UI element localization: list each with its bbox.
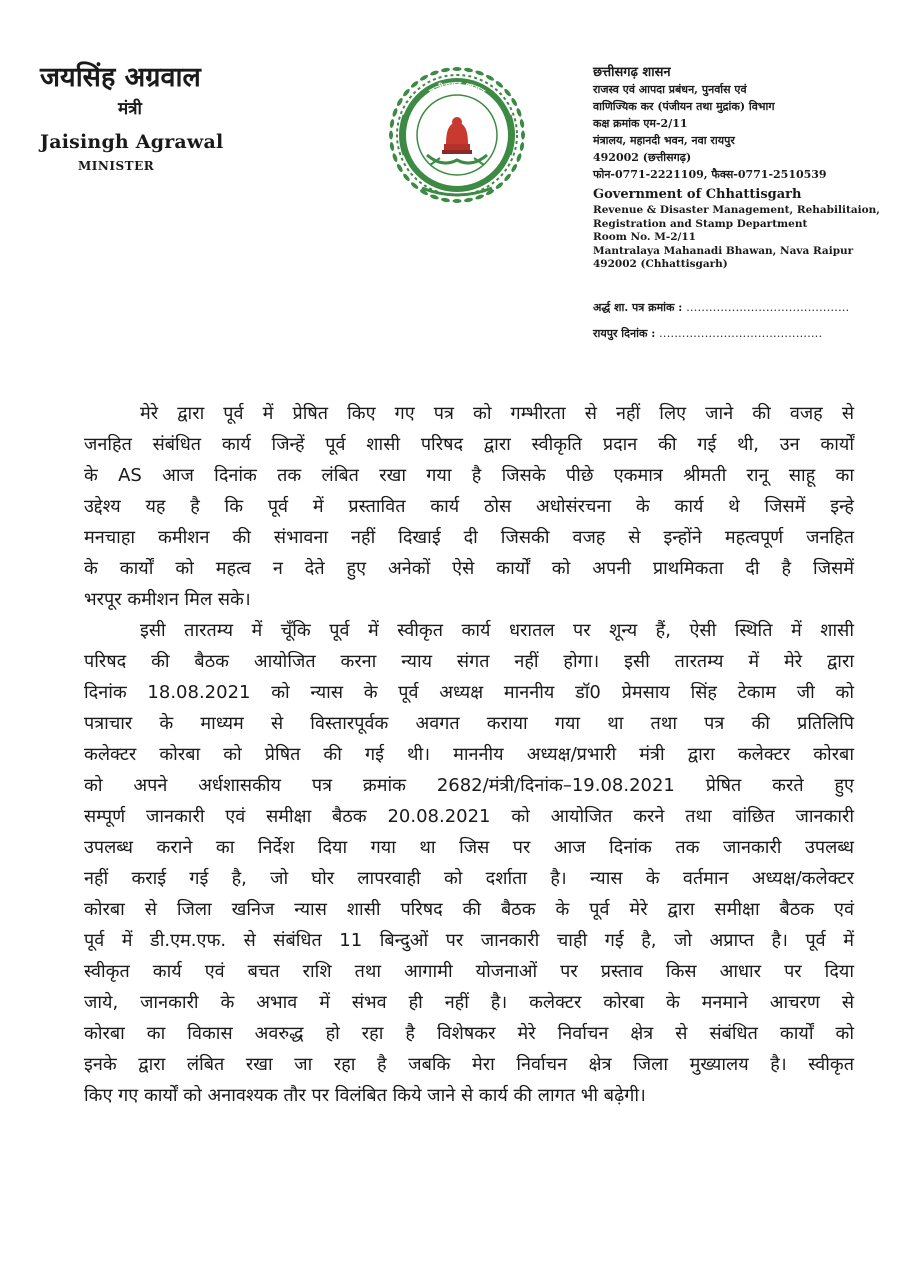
emblem-leaf	[429, 70, 439, 77]
emblem-leaf	[464, 67, 474, 73]
emblem-leaf	[475, 70, 485, 77]
body-line: इसी तारतम्य में चूँकि पूर्व में स्वीकृत कार्य धरातल पर शून्य हैं, ऐसी स्थिति में शासी	[140, 620, 854, 641]
emblem-leaf	[521, 131, 525, 140]
body-line: नहीं कराई गई है, जो घोर लापरवाही को दर्शाता है। न्यास के वर्तमान अध्यक्ष/कलेक्टर	[84, 868, 854, 889]
dept-hindi-line: वाणिज्यिक कर (पंजीयन तथा मुद्रांक) विभाग	[593, 100, 775, 113]
body-line: के कार्यों को महत्व न देते हुए अनेकों ऐसे कार्यों को अपनी प्राथमिकता दी है जिसमें	[84, 558, 854, 579]
emblem-leaf	[519, 119, 525, 129]
emblem-leaf	[441, 67, 451, 73]
dept-english-line: Registration and Stamp Department	[593, 217, 808, 230]
body-line: को अपने अर्धशासकीय पत्र क्रमांक 2682/मंत्री/दिनांक–19.08.2021 प्रेषित करते हुए	[84, 775, 854, 796]
emblem-leaf	[389, 119, 395, 129]
body-line: कोरबा का विकास अवरुद्ध हो रहा है विशेषकर मेरे निर्वाचन क्षेत्र से संबंधित कार्यों को	[84, 1023, 854, 1044]
dept-hindi-line: राजस्व एवं आपदा प्रबंधन, पुनर्वास एवं	[593, 83, 747, 96]
reference-fields	[593, 300, 893, 352]
emblem-leaf	[475, 194, 485, 201]
emblem-leaf	[510, 97, 518, 107]
body-line: दिनांक 18.08.2021 को न्यास के पूर्व अध्यक्ष माननीय डॉ0 प्रेमसाय सिंह टेकाम जी को	[84, 682, 854, 703]
emblem-leaf	[410, 80, 419, 89]
emblem-leaf	[503, 88, 512, 97]
body-line: उपलब्ध कराने का निर्देश दिया गया था जिस पर आज दिनांक तक जानकारी उपलब्ध	[84, 837, 854, 858]
emblem-leaf	[402, 88, 411, 97]
emblem-leaf	[453, 67, 462, 71]
minister-title-english: MINISTER	[78, 159, 155, 173]
emblem-leaf	[389, 131, 393, 140]
emblem-leaf	[510, 163, 518, 173]
body-line: उद्देश्य यह है कि पूर्व में प्रस्तावित कार्य ठोस अधोसंरचना के कार्य थे जिसमें इन्हे	[84, 496, 854, 517]
emblem-leaf	[396, 97, 404, 107]
body-line: किए गए कार्यों को अनावश्यक तौर पर विलंबित किये जाने से कार्य की लागत भी बढ़ेगी।	[84, 1085, 646, 1106]
body-line: स्वीकृत कार्य एवं बचत राशि तथा आगामी योजनाओं पर प्रस्ताव किस आधार पर दिया	[84, 961, 854, 982]
body-line: कोरबा से जिला खनिज न्यास शासी परिषद की बैठक के पूर्व मेरे द्वारा समीक्षा बैठक एवं	[84, 899, 854, 920]
letter-number-label: अर्द्ध शा. पत्र क्रमांक :	[593, 301, 683, 314]
emblem-leaf	[495, 80, 504, 89]
dept-phone-fax: फोन-0771-2221109, फैक्स-0771-2510539	[593, 168, 827, 181]
paragraph-2	[84, 615, 854, 1111]
emblem-leaf	[389, 142, 395, 152]
body-line: जाये, जानकारी के अभाव में संभव ही नहीं है। कलेक्टर कोरबा के मनमाने आचरण से	[84, 992, 854, 1013]
body-line: परिषद की बैठक आयोजित करना न्याय संगत नहीं होगा। इसी तारतम्य में मेरे द्वारा	[84, 651, 854, 672]
minister-name-hindi: जयसिंह अग्रवाल	[40, 62, 201, 93]
emblem-leaf	[519, 142, 525, 152]
minister-title-hindi: मंत्री	[118, 99, 142, 119]
body-line: सम्पूर्ण जानकारी एवं समीक्षा बैठक 20.08.2021 को आयोजित करने तथा वांछित जानकारी	[84, 806, 854, 827]
emblem-leaf	[429, 194, 439, 201]
dept-hindi-line: कक्ष क्रमांक एम-2/11	[593, 117, 688, 130]
letter-number-dots: ...........................................	[686, 301, 850, 314]
chhattisgarh-emblem-icon	[382, 60, 532, 210]
body-line: कलेक्टर कोरबा को प्रेषित की गई थी। माननीय अध्यक्ष/प्रभारी मंत्री द्वारा कलेक्टर कोरबा	[84, 744, 854, 765]
emblem-leaf	[392, 107, 399, 117]
date-row	[593, 326, 893, 352]
emblem-leaf	[485, 74, 495, 82]
emblem-leaf	[516, 153, 523, 163]
body-line: जनहित संबंधित कार्य जिन्हें पूर्व शासी परिषद द्वारा स्वीकृति प्रदान की गई थी, उन कार्यों	[84, 434, 854, 455]
minister-header	[40, 62, 240, 173]
emblem-leaf	[419, 74, 429, 82]
emblem-leaf	[396, 163, 404, 173]
department-header	[593, 64, 893, 272]
dept-english-line: 492002 (Chhattisgarh)	[593, 258, 728, 270]
emblem-ring-text: छत्तीसगढ़ शासन	[428, 80, 486, 99]
dept-hindi-line: छत्तीसगढ़ शासन	[593, 65, 671, 80]
emblem-leaf	[410, 181, 419, 190]
gov-title-english: Government of Chhattisgarh	[593, 187, 802, 202]
emblem-leaf	[453, 199, 462, 203]
body-line: भरपूर कमीशन मिल सके।	[84, 589, 251, 610]
body-line: इनके द्वारा लंबित रखा जा रहा है जबकि मेरा निर्वाचन क्षेत्र जिला मुख्यालय है। स्वीकृत	[84, 1054, 854, 1075]
body-line: के AS आज दिनांक तक लंबित रखा गया है जिसके पीछे एकमात्र श्रीमती रानू साहू का	[84, 465, 854, 486]
emblem-leaf	[402, 173, 411, 182]
dept-english-line: Revenue & Disaster Management, Rehabilitaion,	[593, 204, 880, 216]
emblem-leaf	[503, 173, 512, 182]
letter-number-row	[593, 300, 893, 326]
date-label: रायपुर दिनांक :	[593, 327, 656, 340]
body-line: पत्राचार के माध्यम से विस्तारपूर्वक अवगत कराया गया था तथा पत्र की प्रतिलिपि	[84, 713, 854, 734]
dept-hindi-line: मंत्रालय, महानदी भवन, नवा रायपुर	[593, 134, 735, 147]
emblem-leaf	[516, 107, 523, 117]
emblem-leaf	[495, 181, 504, 190]
body-line: मनचाहा कमीशन की संभावना नहीं दिखाई दी जिसकी वजह से इन्होंने महत्वपूर्ण जनहित	[84, 527, 854, 548]
body-line: पूर्व में डी.एम.एफ. से संबंधित 11 बिन्दुओं पर जानकारी चाही गई है, जो अप्राप्त है। पूर्व में	[84, 930, 854, 951]
date-dots: ...........................................	[659, 327, 823, 340]
minister-name-english: Jaisingh Agrawal	[40, 131, 224, 153]
paragraph-1	[84, 398, 854, 615]
dept-hindi-line: 492002 (छत्तीसगढ़)	[593, 151, 692, 164]
dept-english-line: Mantralaya Mahanadi Bhawan, Nava Raipur	[593, 244, 854, 257]
letter-body	[84, 398, 854, 1111]
body-line: मेरे द्वारा पूर्व में प्रेषित किए गए पत्र को गम्भीरता से नहीं लिए जाने की वजह से	[140, 403, 854, 424]
emblem-leaf	[464, 197, 474, 203]
emblem-leaf	[392, 153, 399, 163]
dept-english-line: Room No. M-2/11	[593, 231, 696, 243]
emblem-leaf	[441, 197, 451, 203]
